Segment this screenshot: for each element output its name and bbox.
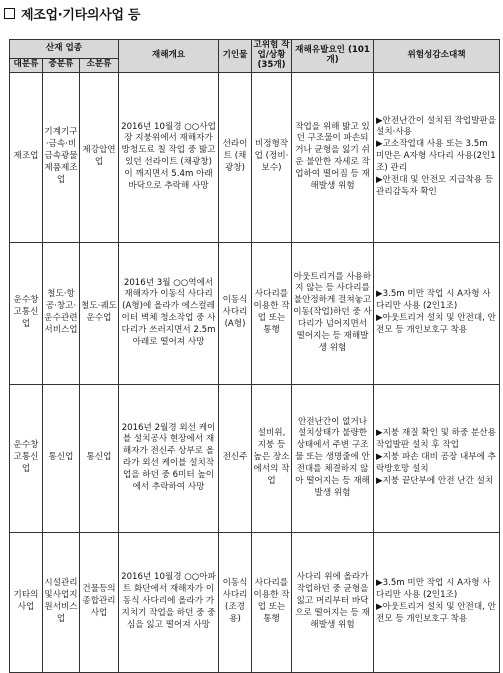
measure-item: ▶고소작업대 사용 또는 3.5m 미만은 A자형 사다리 사용(2인1조) 관리 xyxy=(376,139,496,174)
header-measure: 위험성감소대책 xyxy=(374,40,500,73)
measure-item: ▶아웃트리거 설치 및 안전대, 안전모 등 개인보호구 착용 xyxy=(376,313,496,335)
cell-machine: 이동식 사다리 (A형) xyxy=(219,242,252,384)
table-row xyxy=(10,242,500,384)
cell-medium: 통신업 xyxy=(43,384,80,532)
cell-medium: 기계기구·금속·비금속광물제품제조업 xyxy=(43,72,80,242)
cell-major: 운수창고통신업 xyxy=(10,242,43,384)
empty-square-icon xyxy=(4,8,15,19)
cell-high-risk: 비정형작업 (정비·보수) xyxy=(252,72,292,242)
cell-high-risk: 사다리를 이용한 작업 또는 통행 xyxy=(252,532,292,672)
table-row xyxy=(10,532,500,672)
header-machine: 기인물 xyxy=(219,40,252,73)
cell-medium: 철도·항공·창고·운수관련서비스업 xyxy=(43,242,80,384)
cell-measures xyxy=(374,384,500,532)
section-heading xyxy=(4,2,140,24)
table-row xyxy=(10,384,500,532)
table-row xyxy=(10,72,500,242)
cell-major: 제조업 xyxy=(10,72,43,242)
cell-cause: 안전난간이 없거나 설치상태가 불량한 상태에서 주변 구조물 또는 생명줄에 안전대를 체결하지 않아 떨어지는 등 재해발생 위험 xyxy=(292,384,374,532)
risk-reduction-table xyxy=(9,39,500,673)
cell-major: 운수창고통신업 xyxy=(10,384,43,532)
header-minor: 소분류 xyxy=(80,58,119,72)
cell-overview: 2016년 10월경 ○○아파트 화단에서 재해자가 이동식 사다리에 올라가 가지치기 작업을 하던 중 중심을 잃고 떨어져 사망 xyxy=(119,532,219,672)
cell-overview: 2016년 2월경 외선 케이블 설치공사 현장에서 재해자가 전신주 상부로 올라가 외선 케이블 설치작업을 하던 중 6미터 높이에서 추락하여 사망 xyxy=(119,384,219,532)
cell-cause: 작업을 위해 밟고 있던 구조물이 파손되거나 균형을 잃기 쉬운 불안한 자세로 작업하여 떨어짐 등 재해발생 위험 xyxy=(292,72,374,242)
cell-medium: 시설관리및사업지원서비스업 xyxy=(43,532,80,672)
cell-overview: 2016년 3월 ○○역에서 재해자가 이동식 사다리(A형)에 올라가 에스컬레이터 벽체 청소작업 중 사다리가 쓰러지면서 2.5m 아래로 떨어져 사망 xyxy=(119,242,219,384)
header-major: 대분류 xyxy=(10,58,43,72)
cell-major: 기타의사업 xyxy=(10,532,43,672)
section-title-text: 제조업·기타의사업 등 xyxy=(21,7,141,23)
measure-item: ▶안전대 및 안전모 지급착용 등 관리감독자 확인 xyxy=(376,174,494,197)
measure-item: ▶지붕 재질 확인 및 하중 분산용 작업발판 설치 후 작업 xyxy=(376,428,496,451)
cell-machine: 선라이트 (채광창) xyxy=(219,72,252,242)
cell-cause: 아웃트리거를 사용하지 않는 등 사다리를 불안정하게 걸쳐놓고 이동(작업)하던 중 사다리가 넘어지면서 떨어지는 등 재해발생 위험 xyxy=(292,242,374,384)
cell-overview: 2016년 10월경 ○○사업장 지붕위에서 재해자가 방청도료 칠 작업 중 밟고 있던 선라이트 (채광창)이 깨지면서 5.4m 아래 바닥으로 추락해 사망 xyxy=(119,72,219,242)
measure-item: ▶3.5m 미만 작업 시 A자형 사다리만 사용 (2인1조) xyxy=(376,578,491,601)
cell-cause: 사다리 위에 올라가 작업하던 중 균형을 잃고 머리부터 바닥으로 떨어지는 등 재해발생 위험 xyxy=(292,532,374,672)
header-industry-group: 산재 업종 xyxy=(10,40,119,59)
cell-machine: 이동식 사다리(조경용) xyxy=(219,532,252,672)
header-high-risk: 고위험 작업/상황 (35개) xyxy=(252,40,292,73)
cell-high-risk: 사다리를 이용한 작업 또는 통행 xyxy=(252,242,292,384)
cell-minor: 철도·궤도운수업 xyxy=(80,242,119,384)
cell-high-risk: 설비위, 지붕 등 높은 장소에서의 작업 xyxy=(252,384,292,532)
cell-minor: 제강압연업 xyxy=(80,72,119,242)
header-cause: 재해유발요인 (101개) xyxy=(292,40,374,73)
cell-machine: 전신주 xyxy=(219,384,252,532)
cell-measures xyxy=(374,532,500,672)
header-medium: 중분류 xyxy=(43,58,80,72)
header-row xyxy=(10,40,500,59)
measure-item: ▶아웃트리거 설치 및 안전대, 안전모 등 개인보호구 착용 xyxy=(376,602,496,624)
cell-minor: 건물등의종합관리사업 xyxy=(80,532,119,672)
header-overview: 재해개요 xyxy=(119,40,219,73)
measure-item: ▶지붕 파손 대비 공장 내부에 추락방호망 설치 xyxy=(376,452,496,475)
cell-measures xyxy=(374,242,500,384)
measure-item: ▶지붕 끝단부에 안전 난간 설치 xyxy=(376,475,494,486)
cell-minor: 통신업 xyxy=(80,384,119,532)
measure-item: ▶3.5m 미만 작업 시 A자형 사다리만 사용 (2인1조) xyxy=(376,289,491,312)
measure-item: ▶안전난간이 설치된 작업발판을 설치·사용 xyxy=(376,115,497,138)
cell-measures xyxy=(374,72,500,242)
